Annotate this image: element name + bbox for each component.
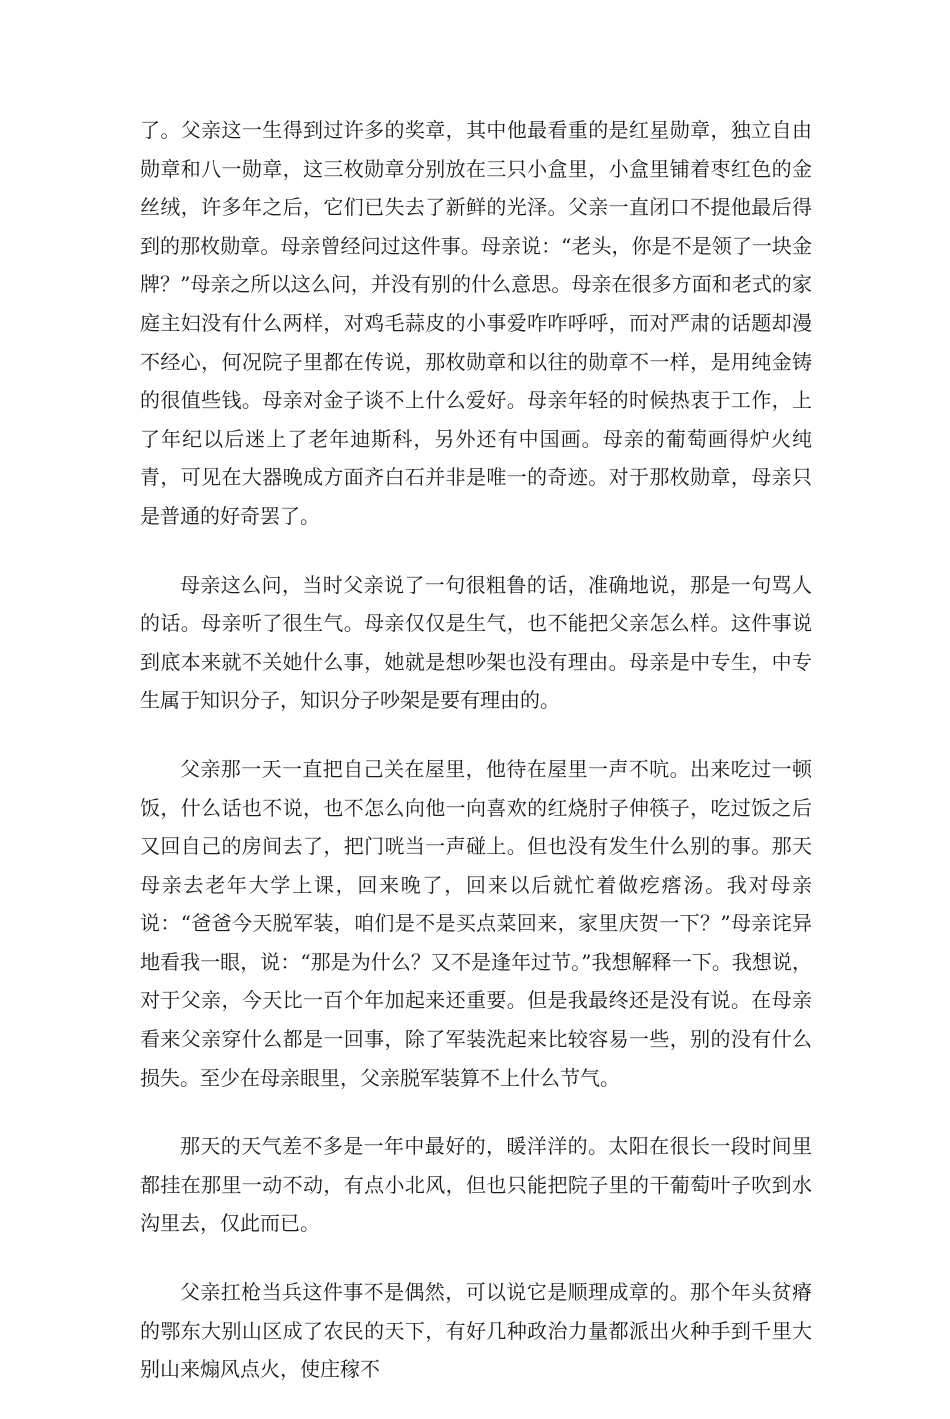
paragraph-3: 父亲那一天一直把自己关在屋里，他待在屋里一声不吭。出来吃过一顿饭，什么话也不说，也不怎么向他一向喜欢的红烧肘子伸筷子，吃过饭之后又回自己的房间去了，把门咣当一声碰上。但也没有发生什么别的事。那天母亲去老年大学上课，回来晚了，回来以后就忙着做疙瘩汤。我对母亲说：“爸爸今天脱军装，咱们是不是买点菜回来，家里庆贺一下？”母亲诧异地看我一眼，说：“那是为什么？又不是逢年过节。”我想解释一下。我想说，对于父亲，今天比一百个年加起来还重要。但是我最终还是没有说。在母亲看来父亲穿什么都是一回事，除了军装洗起来比较容易一些，别的没有什么损失。至少在母亲眼里，父亲脱军装算不上什么节气。	[140, 756, 812, 1090]
document-body	[140, 111, 812, 1419]
paragraph-5: 父亲扛枪当兵这件事不是偶然，可以说它是顺理成章的。那个年头贫瘠的鄂东大别山区成了农民的天下，有好几种政治力量都派出火种手到千里大别山来煽风点火，使庄稼不	[140, 1280, 812, 1382]
paragraph-1: 了。父亲这一生得到过许多的奖章，其中他最看重的是红星勋章，独立自由勋章和八一勋章，这三枚勋章分别放在三只小盒里，小盒里铺着枣红色的金丝绒，许多年之后，它们已失去了新鲜的光泽。父亲一直闭口不提他最后得到的那枚勋章。母亲曾经问过这件事。母亲说：“老头，你是不是领了一块金牌？”母亲之所以这么问，并没有别的什么意思。母亲在很多方面和老式的家庭主妇没有什么两样，对鸡毛蒜皮的小事爱咋咋呼呼，而对严肃的话题却漫不经心，何况院子里都在传说，那枚勋章和以往的勋章不一样，是用纯金铸的很值些钱。母亲对金子谈不上什么爱好。母亲年轻的时候热衷于工作，上了年纪以后迷上了老年迪斯科，另外还有中国画。母亲的葡萄画得炉火纯青，可见在大器晚成方面齐白石并非是唯一的奇迹。对于那枚勋章，母亲只是普通的好奇罢了。	[140, 118, 812, 528]
paragraph-2: 母亲这么问，当时父亲说了一句很粗鲁的话，准确地说，那是一句骂人的话。母亲听了很生气。母亲仅仅是生气，也不能把父亲怎么样。这件事说到底本来就不关她什么事，她就是想吵架也没有理由。母亲是中专生，中专生属于知识分子，知识分子吵架是要有理由的。	[140, 572, 812, 713]
paragraph-4: 那天的天气差不多是一年中最好的，暖洋洋的。太阳在很长一段时间里都挂在那里一动不动，有点小北风，但也只能把院子里的干葡萄叶子吹到水沟里去，仅此而已。	[140, 1134, 812, 1236]
